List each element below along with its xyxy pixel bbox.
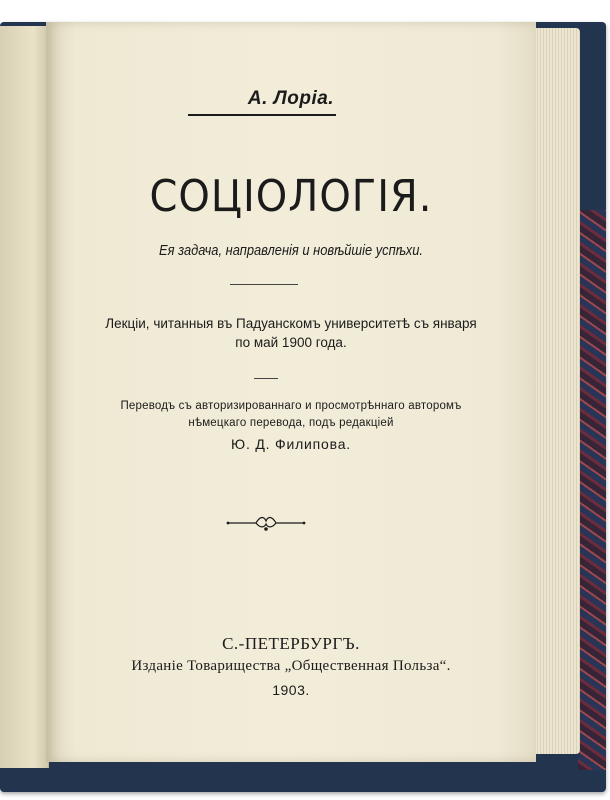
- marbled-edge: [578, 210, 606, 770]
- book-subtitle: Ея задача, направленiя и новѣйшiе успѣхи.: [159, 242, 423, 259]
- title-page: [46, 22, 536, 762]
- publication-city: С.-ПЕТЕРБУРГЪ.: [222, 634, 360, 653]
- editor-name: Ю. Д. Филипова.: [231, 436, 351, 452]
- publisher: Изданiе Товарищества „Общественная Польза“.: [131, 658, 451, 674]
- publication-year: 1903.: [272, 682, 310, 698]
- author-underline: [188, 114, 336, 116]
- book-title: СОЦIОЛОГIЯ.: [149, 172, 433, 222]
- author-name: А. Лорiа.: [247, 88, 335, 109]
- translation-line: Переводъ съ авторизированнаго и просмотрѣннаго авторомъ: [120, 400, 462, 412]
- ornament-icon: [226, 512, 306, 534]
- divider-rule: [254, 378, 278, 379]
- translation-note: [46, 398, 536, 432]
- divider-rule: [230, 284, 298, 285]
- lecture-note: [46, 314, 536, 352]
- translation-line: нѣмецкаго перевода, подъ редакцiей: [188, 417, 394, 429]
- page-edges: [532, 28, 580, 754]
- lecture-line: Лекцiи, читанныя въ Падуанскомъ университетѣ съ января: [105, 316, 477, 331]
- left-page: [0, 26, 49, 768]
- lecture-line: по май 1900 года.: [235, 335, 347, 350]
